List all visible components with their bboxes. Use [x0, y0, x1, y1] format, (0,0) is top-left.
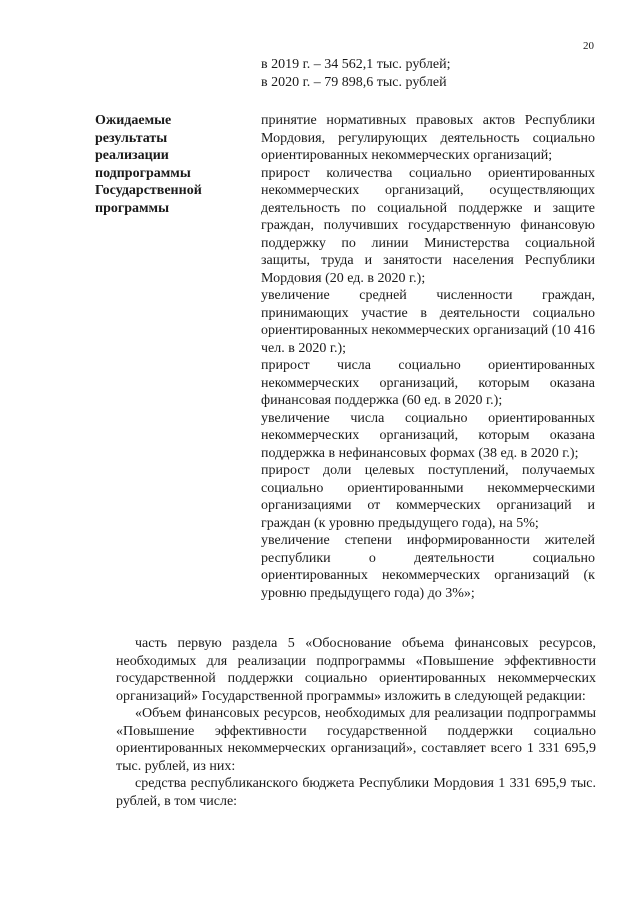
amendment-paragraph: часть первую раздела 5 «Обоснование объема финансовых ресурсов, необходимых для реализации подпрограммы «Повышение эффективности государственной поддержки социально ориентированных некоммерческих организаций» Государственной программы» изложить в следующей редакции: — [116, 636, 596, 704]
results-label-line: Государственной — [95, 183, 202, 198]
results-label-line: Ожидаемые — [95, 113, 172, 128]
funding-volume-paragraph: «Объем финансовых ресурсов, необходимых для реализации подпрограммы «Повышение эффективности государственной поддержки социально ориентированных некоммерческих организаций», составляет всего 1 331 695,9 тыс. рублей, из них: — [116, 706, 596, 774]
results-label-line: программы — [95, 200, 169, 216]
result-item: принятие нормативных правовых актов Республики Мордовия, регулирующих деятельность социально ориентированных некоммерческих организаций; — [261, 113, 595, 163]
funding-years — [261, 56, 451, 91]
result-item: прирост количества социально ориентированных некоммерческих организаций, осуществляющих деятельность по социальной поддержке и защите граждан, получивших государственную финансовую поддержку по линии Министерства социальной защиты, труда и занятости населения Республики Мордовия (20 ед. в 2020 г.); — [261, 165, 595, 286]
results-label-line: реализации — [95, 148, 169, 163]
results-label — [95, 112, 265, 217]
funding-year-2020: в 2020 г. – 79 898,6 тыс. рублей — [261, 74, 447, 90]
body-text — [116, 635, 596, 810]
page-number: 20 — [583, 40, 594, 52]
result-item: прирост числа социально ориентированных некоммерческих организаций, которым оказана финансовая поддержка (60 ед. в 2020 г.); — [261, 358, 595, 408]
results-label-line: подпрограммы — [95, 165, 191, 181]
result-item: увеличение числа социально ориентированных некоммерческих организаций, которым оказана поддержка в нефинансовых формах (38 ед. в 2020 г.); — [261, 410, 595, 461]
expected-results-list — [261, 112, 595, 602]
results-label-line: результаты — [95, 130, 168, 146]
result-item: увеличение степени информированности жителей республики о деятельности социально ориентированных некоммерческих организаций (к уровню предыдущего года) до 3%»; — [261, 533, 595, 601]
result-item: прирост доли целевых поступлений, получаемых социально ориентированными некоммерческими организациями от коммерческих организаций и граждан (к уровню предыдущего года), на 5%; — [261, 463, 595, 531]
funding-year-2019: в 2019 г. – 34 562,1 тыс. рублей; — [261, 57, 451, 72]
budget-source-paragraph: средства республиканского бюджета Республики Мордовия 1 331 695,9 тыс. рублей, в том числе: — [116, 776, 596, 809]
result-item: увеличение средней численности граждан, принимающих участие в деятельности социально ориентированных некоммерческих организаций (10 416 чел. в 2020 г.); — [261, 288, 595, 356]
